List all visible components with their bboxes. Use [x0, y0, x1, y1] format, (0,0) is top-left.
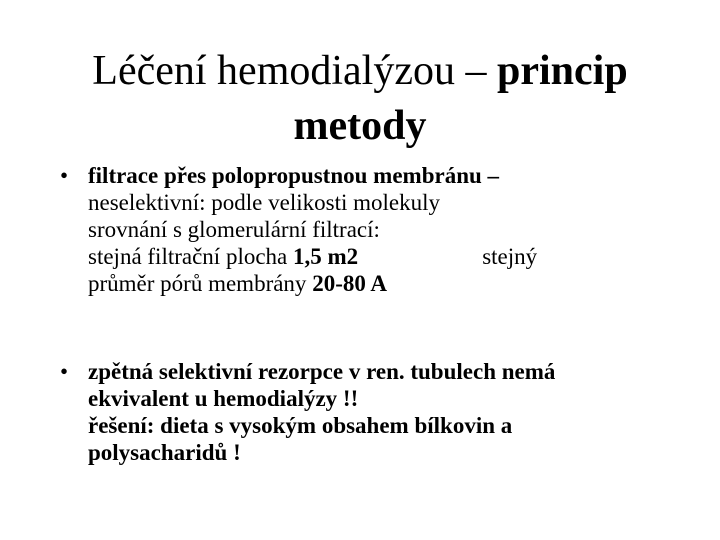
bullet-line: zpětná selektivní rezorpce v ren. tubulech nemá — [88, 359, 556, 384]
bullet-line: řešení: dieta s vysokým obsahem bílkovin a — [88, 413, 513, 438]
bullet-line — [88, 270, 688, 297]
pore-diameter-value: 20-80 A — [312, 271, 387, 296]
bullet-line: filtrace přes polopropustnou membránu – — [88, 163, 500, 188]
bullet-text: stejný — [482, 244, 538, 269]
bullet-text: stejná filtrační plocha — [88, 244, 294, 269]
bullet-line: ekvivalent u hemodialýzy !! — [88, 386, 359, 411]
bullet-line: srovnání s glomerulární filtrací: — [88, 217, 380, 242]
title-regular: Léčení hemodialýzou – — [92, 48, 497, 94]
bullet-body — [88, 162, 688, 297]
title-line-1 — [40, 44, 680, 99]
slide-title — [40, 44, 680, 154]
bullet-line: neselektivní: podle velikosti molekuly — [88, 190, 440, 215]
title-bold-1: princip — [496, 48, 628, 94]
bullet-line — [88, 243, 688, 270]
bullet-line: polysacharidů ! — [88, 440, 241, 465]
bullet-text: průměr pórů membrány — [88, 271, 313, 296]
bullet-marker: • — [60, 163, 69, 188]
filtration-area-value: 1,5 m2 — [293, 244, 359, 269]
title-line-2: metody — [293, 103, 427, 149]
bullet-body — [88, 358, 688, 466]
bullet-marker: • — [60, 359, 69, 384]
